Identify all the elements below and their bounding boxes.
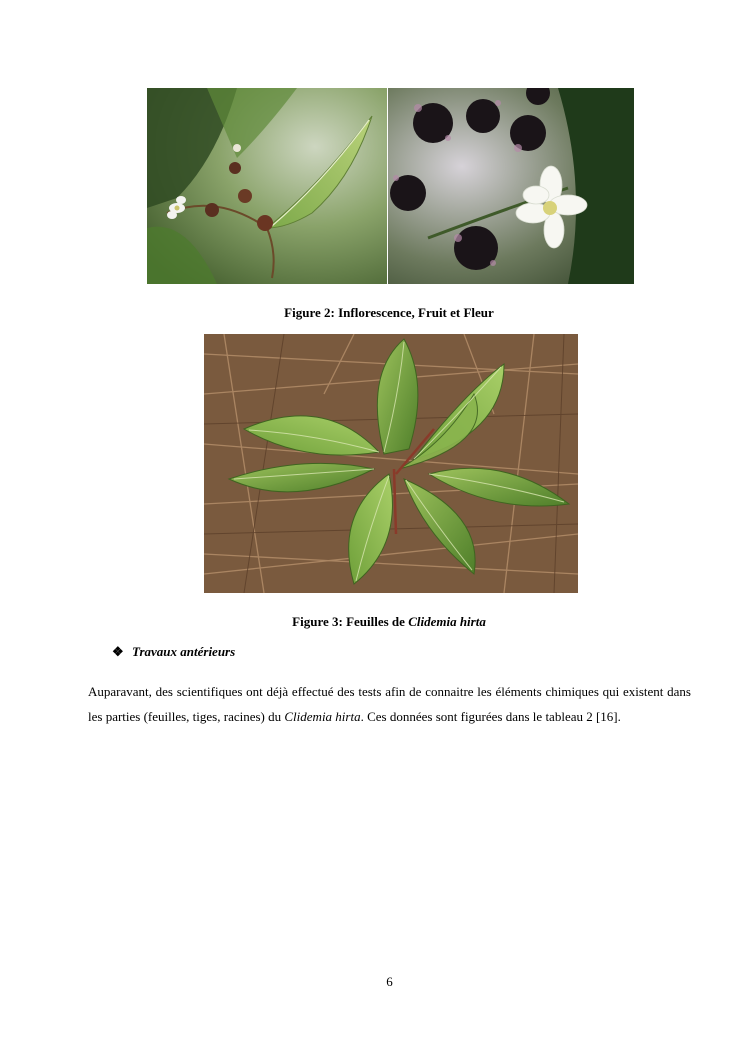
section-title: Travaux antérieurs xyxy=(132,644,236,659)
body-paragraph: Auparavant, des scientifiques ont déjà effectué des tests afin de connaitre les éléments chimiques qui existent dans les parties (feuilles, tiges, racines) du Clidemia hirta. Ces données sont figurées dans le tableau 2 [16]. xyxy=(88,684,691,724)
inflorescence-photo xyxy=(147,88,387,284)
diamond-bullet-icon: ❖ xyxy=(112,644,124,659)
page-number: 6 xyxy=(386,974,393,989)
figure-2-caption: Figure 2: Inflorescence, Fruit et Fleur xyxy=(284,305,494,320)
section-heading xyxy=(112,644,235,660)
figure-3-caption: Figure 3: Feuilles de Clidemia hirta xyxy=(292,614,486,629)
leaves-photo xyxy=(204,334,578,593)
fruit-and-flower-photo xyxy=(388,88,634,284)
species-name: Clidemia hirta xyxy=(284,708,361,724)
